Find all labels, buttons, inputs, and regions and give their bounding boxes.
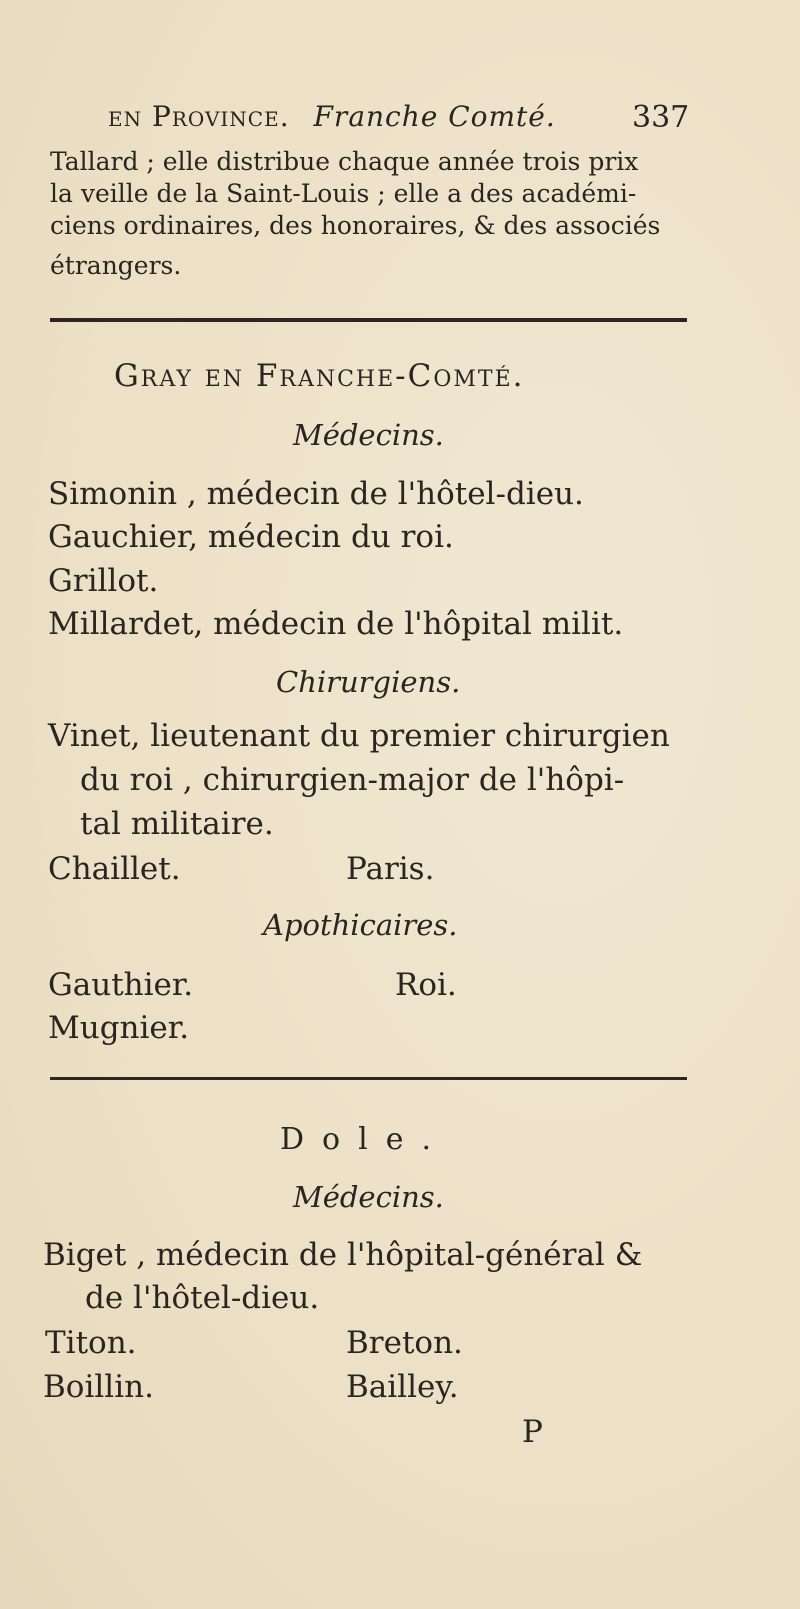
section-title-dole: Dole. (280, 1122, 449, 1157)
entry-apothicaire: Gauthier. (48, 967, 194, 1003)
subhead-apothicaires: Apothicaires. (263, 908, 458, 942)
entry-medecin: Boillin. (43, 1369, 154, 1405)
signature-mark: P (522, 1414, 543, 1450)
entry-chirurgien: Paris. (346, 851, 435, 887)
subhead-medecins: Médecins. (293, 418, 444, 452)
running-head-region: Franche Comté. (313, 100, 556, 133)
entry-medecin: Grillot. (48, 563, 159, 599)
page-number: 337 (632, 100, 690, 135)
section-divider (50, 318, 687, 322)
running-head (108, 100, 556, 133)
entry-medecin: Biget , médecin de l'hôpital-général & (43, 1237, 643, 1273)
intro-line: la veille de la Saint-Louis ; elle a des académi- (50, 179, 637, 208)
entry-apothicaire: Roi. (395, 967, 457, 1003)
section-divider (50, 1077, 687, 1080)
entry-apothicaire: Mugnier. (48, 1010, 190, 1046)
section-title-gray: Gray en Franche-Comté. (114, 358, 525, 394)
entry-medecin: Titon. (45, 1325, 137, 1361)
entry-chirurgien: tal militaire. (80, 806, 274, 842)
intro-line: Tallard ; elle distribue chaque année trois prix (50, 147, 639, 176)
entry-medecin: Breton. (346, 1325, 463, 1361)
entry-chirurgien: Vinet, lieutenant du premier chirurgien (48, 718, 670, 754)
subhead-medecins: Médecins. (293, 1180, 444, 1214)
entry-medecin: Millardet, médecin de l'hôpital milit. (48, 606, 624, 642)
entry-medecin: de l'hôtel-dieu. (85, 1280, 320, 1316)
subhead-chirurgiens: Chirurgiens. (276, 665, 461, 699)
entry-medecin: Gauchier, médecin du roi. (48, 519, 454, 555)
entry-chirurgien: du roi , chirurgien-major de l'hôpi- (80, 762, 625, 798)
entry-chirurgien: Chaillet. (48, 851, 181, 887)
running-head-province: en Province. (108, 100, 290, 133)
intro-line: ciens ordinaires, des honoraires, & des associés (50, 211, 661, 240)
intro-line: étrangers. (50, 251, 182, 280)
entry-medecin: Bailley. (346, 1369, 459, 1405)
entry-medecin: Simonin , médecin de l'hôtel-dieu. (48, 476, 584, 512)
